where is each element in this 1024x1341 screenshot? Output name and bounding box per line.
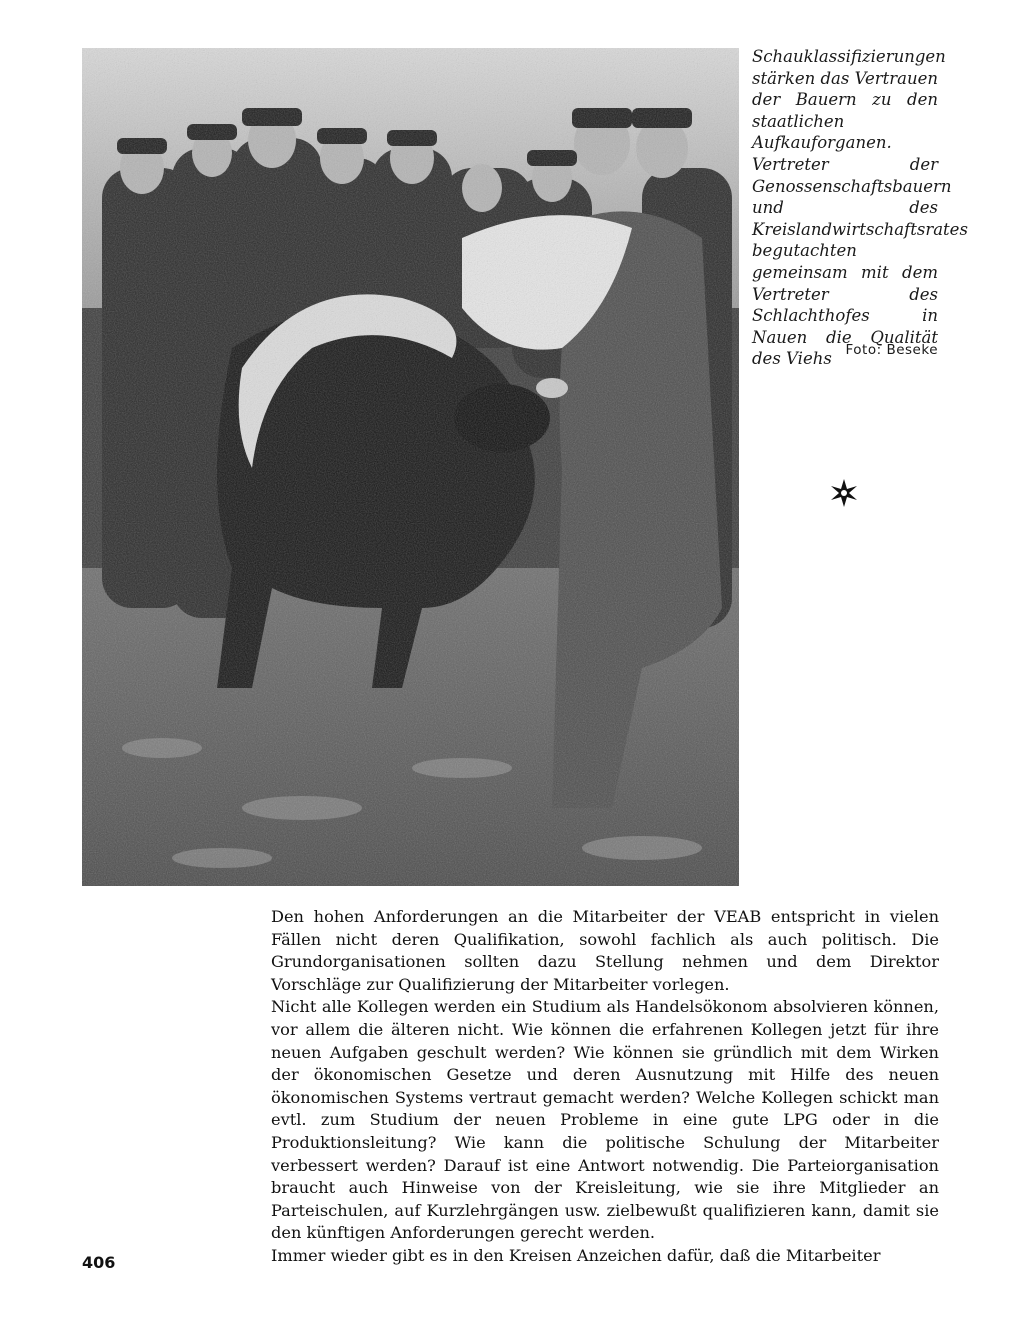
caption-line-2: Vertreter der Genossenschaftsbauern und des Kreislandwirtschaftsrates begutachten gemeinsam mit dem Vertreter des Schlachthofes in Nauen die Qualität des Viehs xyxy=(752,154,968,369)
body-paragraph-1: Den hohen Anforderungen an die Mitarbeiter der VEAB entspricht in vielen Fällen nicht deren Qualifikation, sowohl fachlich als auch politisch. Die Grundorganisationen sollten dazu Stellung nehmen und dem Direktor Vorschläge zur Qualifizierung der Mitarbeiter vorlegen. xyxy=(271,907,939,994)
photo-caption xyxy=(752,46,968,370)
article-body xyxy=(271,906,939,1268)
body-paragraph-3: Immer wieder gibt es in den Kreisen Anzeichen dafür, daß die Mitarbeiter xyxy=(271,1245,881,1265)
star-ornament-icon xyxy=(829,478,859,508)
photo-credit: Foto: Beseke xyxy=(845,342,938,358)
body-paragraph-2: Nicht alle Kollegen werden ein Studium als Handelsökonom absolvieren können, vor allem die älteren nicht. Wie können die erfahrenen Kollegen jetzt für ihre neuen Aufgaben geschult werden? Wie können sie gründlich mit dem Wirken der ökonomischen Gesetze und deren Ausnutzung mit Hilfe des neuen ökonomischen Systems vertraut gemacht werden? Welche Kollegen schickt man evtl. zum Studium der neuen Probleme in eine gute LPG oder in die Produktionsleitung? Wie kann die politische Schulung der Mitarbeiter verbessert werden? Darauf ist eine Antwort notwendig. Die Parteiorganisation braucht auch Hinweise von der Kreisleitung, wie sie ihre Mitglieder an Parteischulen, auf Kurzlehrgängen usw. zielbewußt qualifizieren kann, damit sie den künftigen Anforderungen gerecht werden. xyxy=(271,997,939,1243)
page-number: 406 xyxy=(82,1253,116,1272)
caption-line-1: Schauklassifizierungen stärken das Vertrauen der Bauern zu den staatlichen Aufkauforganen. xyxy=(752,47,946,153)
cattle-inspection-photo xyxy=(82,48,739,886)
